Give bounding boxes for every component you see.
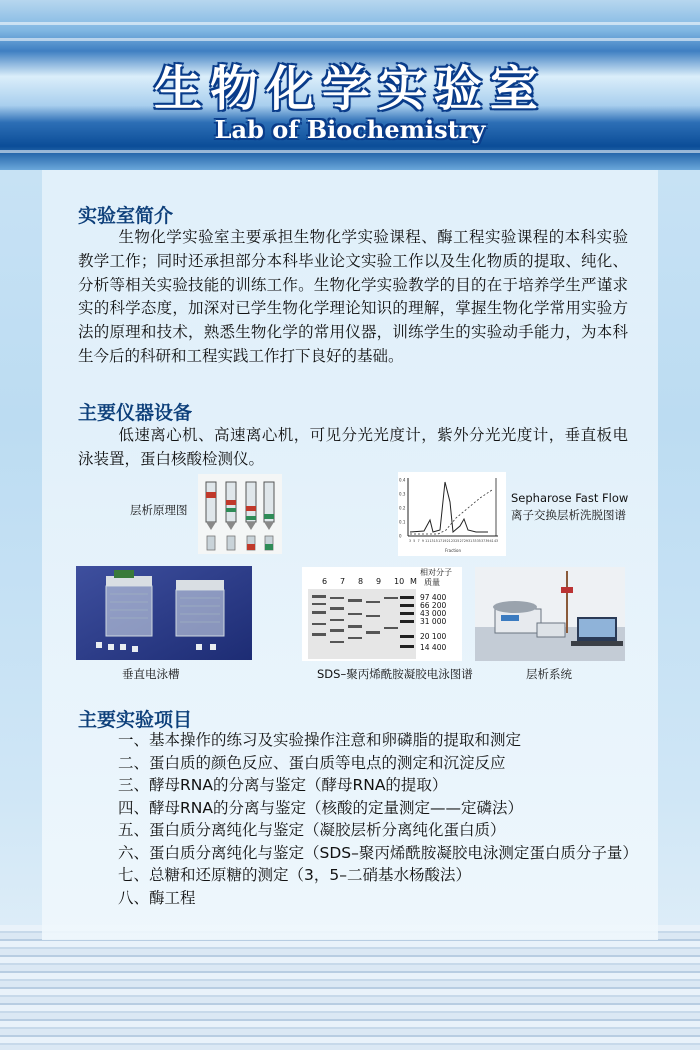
experiment-item: 五、蛋白质分离纯化与鉴定（凝胶层析分离纯化蛋白质） (118, 821, 506, 839)
sds-mw-marker: 66 200 (420, 601, 447, 610)
intro-text: 生物化学实验室主要承担生物化学实验课程、酶工程实验课程的本科实验教学工作；同时还承担部分本科毕业论文实验工作以及生化物质的提取、纯化、分析等相关实验技能的训练工作。生物化学实验教学的目的在于培养学生严谨求实的科学态度，加深对已学生物化学理论知识的理解，掌握生物化学常用实验方法的原理和技术，熟悉生物化学的常用仪器，训练学生的实验动手能力，为本科生今后的科研和工程实践工作打下良好的基础。 (78, 228, 628, 365)
elution-x-tick: 9 (421, 539, 424, 543)
elution-x-tick: 29 (463, 539, 468, 543)
sds-mw-marker: 97 400 (420, 593, 447, 602)
chromatography-system-image (475, 567, 625, 661)
sds-lane-label: 10 (394, 577, 405, 586)
elution-x-tick: 31 (468, 539, 473, 543)
elution-x-tick: 41 (489, 539, 494, 543)
elution-chart (398, 472, 506, 556)
experiment-item: 四、酵母RNA的分离与鉴定（核酸的定量测定——定磷法） (118, 798, 523, 817)
elution-caption-cn: 离子交换层析洗脱图谱 (511, 508, 626, 522)
experiments-heading: 主要实验项目 (78, 709, 193, 731)
sds-mw-markers (420, 589, 462, 661)
sds-mw-marker: 20 100 (420, 632, 447, 641)
elution-x-tick: 19 (442, 539, 447, 543)
experiment-item: 八、酶工程 (118, 888, 196, 907)
elution-x-tick: 33 (472, 539, 477, 543)
experiment-item: 一、基本操作的练习及实验操作注意和卵磷脂的提取和测定 (118, 731, 522, 749)
equipment-text: 低速离心机、高速离心机，可见分光光度计，紫外分光光度计，垂直板电泳装置，蛋白核酸检测仪。 (78, 426, 628, 468)
elution-x-tick: 7 (417, 539, 420, 543)
experiment-item: 七、总糖和还原糖的测定（3，5–二硝基水杨酸法） (118, 866, 471, 884)
elution-x-tick: 21 (446, 539, 451, 543)
header-stripe (0, 22, 700, 25)
header-stripe (0, 150, 700, 153)
elution-x-tick: 39 (485, 539, 490, 543)
sds-lane-label: 6 (322, 577, 328, 586)
elution-y-tick: 0.3 (399, 491, 406, 497)
chromatography-principle-image (198, 474, 282, 554)
elution-x-tick: 43 (493, 539, 499, 543)
elution-y-tick: 0.4 (399, 477, 406, 483)
elution-y-tick: 0 (399, 533, 402, 539)
chromatography-system-caption: 层析系统 (526, 667, 572, 681)
sds-lane-label: 8 (358, 577, 364, 586)
elution-y-tick: 0.2 (399, 505, 406, 511)
elution-x-tick: 17 (438, 539, 443, 543)
elution-x-tick: 27 (459, 539, 464, 543)
experiment-item: 三、酵母RNA的分离与鉴定（酵母RNA的提取） (118, 776, 448, 794)
elution-x-tick: 3 (408, 539, 412, 543)
sds-mw-marker: 43 000 (420, 609, 447, 618)
elution-caption-en: Sepharose Fast Flow (511, 491, 629, 505)
header-stripe (0, 38, 700, 41)
sds-lane-labels (308, 577, 416, 589)
equipment-heading: 主要仪器设备 (78, 402, 193, 424)
experiment-item: 二、蛋白质的颜色反应、蛋白质等电点的测定和沉淀反应 (118, 753, 506, 772)
vertical-electrophoresis-caption: 垂直电泳槽 (122, 667, 180, 681)
elution-x-tick: 37 (481, 539, 486, 543)
chromatography-principle-caption: 层析原理图 (130, 503, 188, 517)
experiment-item: 六、蛋白质分离纯化与鉴定（SDS–聚丙烯酰胺凝胶电泳测定蛋白质分子量） (118, 843, 638, 862)
elution-x-tick: 11 (425, 539, 430, 543)
sds-lane-label: 9 (376, 577, 382, 586)
sds-page-caption: SDS–聚丙烯酰胺凝胶电泳图谱 (317, 667, 473, 681)
elution-x-tick: 25 (455, 539, 460, 543)
sds-page-figure (302, 567, 462, 661)
sds-lane-label: 7 (340, 577, 346, 586)
elution-x-tick: 5 (413, 539, 416, 543)
elution-x-tick: 23 (450, 539, 456, 543)
sds-lane-label: M (410, 577, 417, 586)
intro-heading: 实验室简介 (78, 205, 174, 227)
elution-x-tick: 13 (429, 539, 434, 543)
elution-y-tick: 0.1 (399, 519, 406, 525)
sds-mw-header-1: 相对分子 (420, 568, 452, 577)
elution-x-tick: 35 (476, 539, 481, 543)
sds-mw-marker: 14 400 (420, 643, 447, 652)
elution-x-tick: 15 (433, 539, 438, 543)
equipment-paragraph (78, 424, 628, 472)
sds-mw-header-2: 质量 (424, 578, 440, 587)
vertical-electrophoresis-image (76, 566, 252, 660)
sds-mw-marker: 31 000 (420, 617, 447, 626)
experiments-list (78, 729, 638, 909)
intro-paragraph (78, 226, 628, 369)
footer-band (0, 925, 700, 1050)
page-subtitle: Lab of Biochemistry (214, 115, 486, 144)
elution-x-label: Fraction (445, 548, 461, 553)
page-title: 生物化学实验室 (153, 61, 546, 117)
